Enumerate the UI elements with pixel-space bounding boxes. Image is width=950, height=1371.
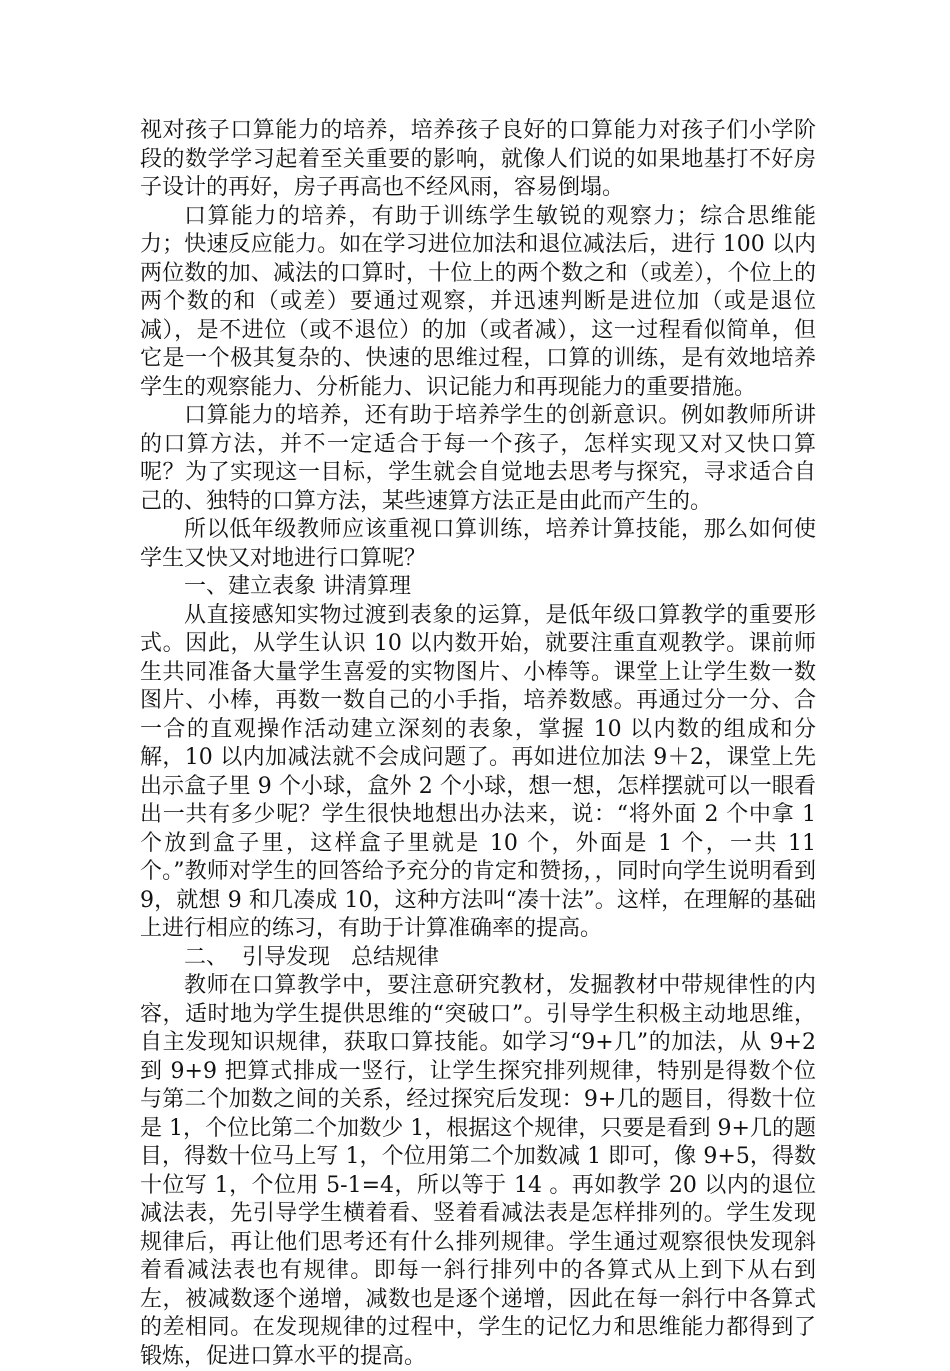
paragraph-observation-ability: 口算能力的培养，有助于训练学生敏锐的观察力；综合思维能力；快速反应能力。如在学习进位加法和退位减法后，进行 100 以内两位数的加、减法的口算时，十位上的两个数之和（或差），个位上的两个数的和（或差）要通过观察，并迅速判断是进位加（或是退位减），是不进位（或不退位）的加（或者减），这一过程看似简单，但它是一个极其复杂的、快速的思维过程，口算的训练，是有效地培养学生的观察能力、分析能力、识记能力和再现能力的重要措施。 [140,203,816,400]
document-body [140,117,816,1371]
paragraph-intro-continuation: 视对孩子口算能力的培养，培养孩子良好的口算能力对孩子们小学阶段的数学学习起着至关重要的影响，就像人们说的如果地基打不好房子设计的再好，房子再高也不经风雨，容易倒塌。 [140,118,816,200]
paragraph-section-2-body: 教师在口算教学中，要注意研究教材，发掘教材中带规律性的内容，适时地为学生提供思维的“突破口”。引导学生积极主动地思维，自主发现知识规律，获取口算技能。如学习“9+几”的加法，从 9+2 到 9+9 把算式排成一竖行，让学生探究排列规律，特别是得数个位与第二个加数之间的关系，经过探究后发现：9+几的题目，得数十位是 1，个位比第二个加数少 1，根据这个规律，只要是看到 9+几的题目，得数十位马上写 1，个位用第二个加数减 1 即可，像 9+5，得数十位写 1，个位用 5-1=4，所以等于 14 。再如教学 20 以内的退位减法表，先引导学生横着看、竖着看减法表是怎样排列的。学生发现规律后，再让他们思考还有什么排列规律。学生通过观察很快发现斜着看减法表也有规律。即每一斜行排列中的各算式从上到下从右到左，被减数逐个递增，减数也是逐个递增，因此在每一斜行中各算式的差相同。在发现规律的过程中，学生的记忆力和思维能力都得到了锻炼，促进口算水平的提高。 [140,973,816,1369]
section-heading-2: 二、 引导发现 总结规律 [184,944,439,970]
paragraph-section-1-body: 从直接感知实物过渡到表象的运算，是低年级口算教学的重要形式。因此，从学生认识 10 以内数开始，就要注重直观教学。课前师生共同准备大量学生喜爱的实物图片、小棒等。课堂上让学生数一数图片、小棒，再数一数自己的小手指，培养数感。再通过分一分、合一合的直观操作活动建立深刻的表象，掌握 10 以内数的组成和分解，10 以内加减法就不会成问题了。再如进位加法 9＋2，课堂上先出示盒子里 9 个小球，盒外 2 个小球，想一想，怎样摆就可以一眼看出一共有多少呢？学生很快地想出办法来，说：“将外面 2 个中拿 1 个放到盒子里，这样盒子里就是 10 个，外面是 1 个，一共 11 个。”教师对学生的回答给予充分的肯定和赞扬，，同时向学生说明看到 9，就想 9 和几凑成 10，这种方法叫“凑十法”。这样，在理解的基础上进行相应的练习，有助于计算准确率的提高。 [140,602,816,941]
paragraph-innovation: 口算能力的培养，还有助于培养学生的创新意识。例如教师所讲的口算方法，并不一定适合于每一个孩子，怎样实现又对又快口算呢？为了实现这一目标，学生就会自觉地去思考与探究，寻求适合自己的、独特的口算方法，某些速算方法正是由此而产生的。 [140,403,816,514]
section-heading-1: 一、建立表象 讲清算理 [184,574,411,599]
paragraph-question: 所以低年级教师应该重视口算训练，培养计算技能，那么如何使学生又快又对地进行口算呢？ [140,517,816,571]
